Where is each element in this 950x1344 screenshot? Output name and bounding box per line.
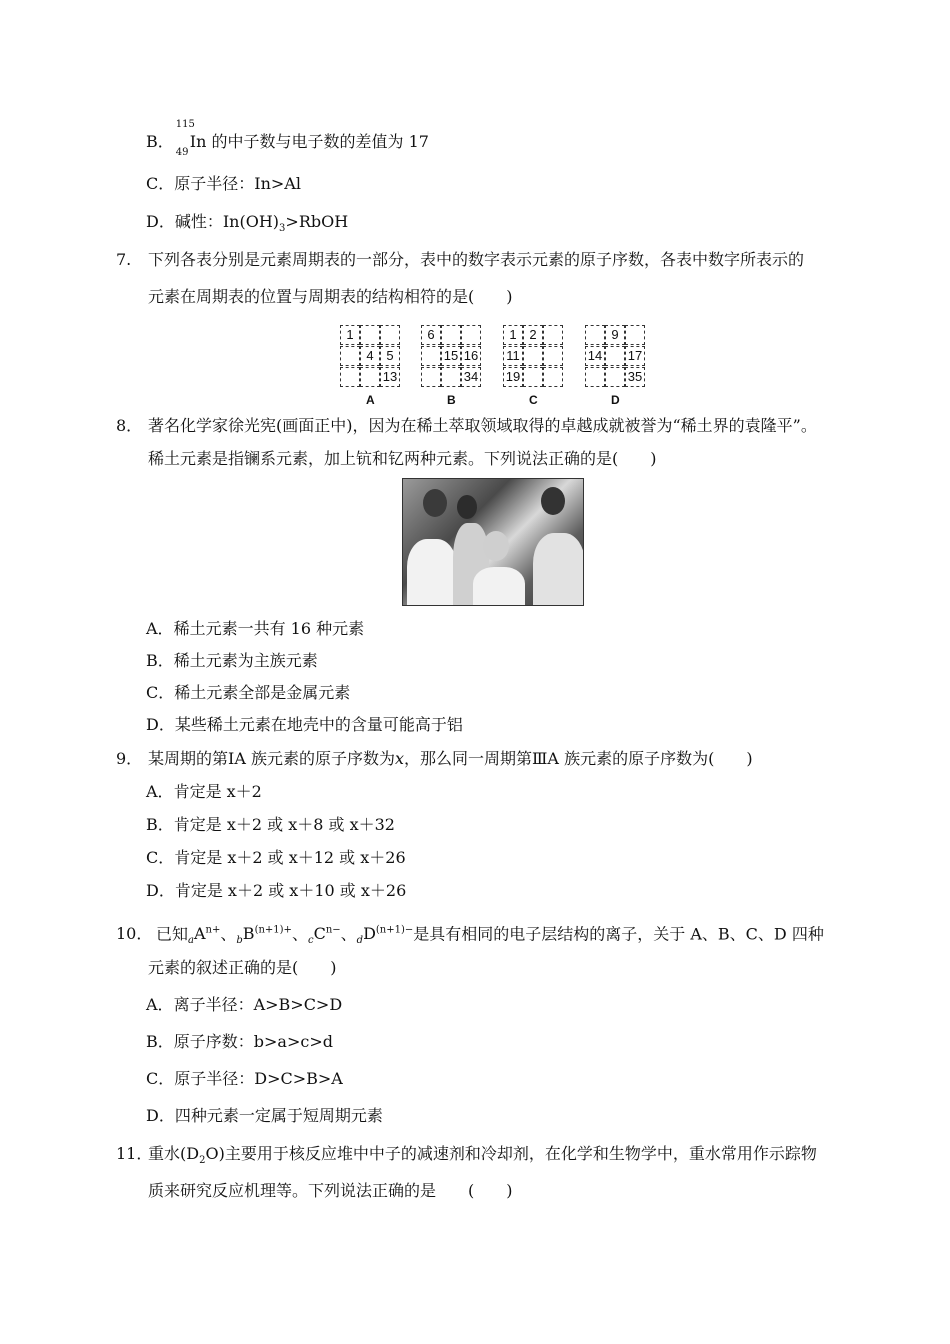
table-cell	[605, 367, 625, 387]
table-label: C	[529, 393, 538, 407]
question-number: 11．	[116, 1144, 153, 1163]
q10-stem-line1: 10． 已知$_aA^{n+}$、$_bB^{(n+1)+}$、$_cC^{n-}$、$_dD^{(n+1)-}$是具有相同的电子层结构的离子，关于 A、B、C、D 四种	[116, 924, 824, 947]
option-label: C．	[146, 848, 175, 867]
question-number: 9．	[116, 749, 143, 768]
option-b	[146, 1031, 333, 1053]
table-cell: 35	[625, 367, 645, 387]
table-cell: 11	[503, 346, 523, 366]
option-a	[146, 618, 364, 640]
q10-stem-line2: 元素的叙述正确的是( )	[148, 958, 337, 977]
table-cell: 1	[503, 325, 523, 345]
option-label: C．	[146, 1069, 175, 1088]
table-cell: 14	[585, 346, 605, 366]
table-cell: 2	[523, 325, 543, 345]
table-cell	[585, 367, 605, 387]
q9-stem: 9． 某周期的第ⅠA 族元素的原子序数为x，那么同一周期第ⅢA 族元素的原子序数为( )	[116, 749, 753, 768]
question-number: 10．	[116, 924, 153, 944]
table-cell: 4	[360, 346, 380, 366]
option-label: A．	[146, 619, 174, 638]
option-text: 肯定是 x＋2 或 x＋10 或 x＋26	[174, 881, 407, 900]
q6-option-d: D．碱性：$In(OH)_3>RbOH$	[146, 212, 349, 235]
q8-stem-line2: 稀土元素是指镧系元素，加上钪和钇两种元素。下列说法正确的是( )	[148, 449, 657, 468]
table-cell: 19	[503, 367, 523, 387]
table-cell	[340, 367, 360, 387]
table-cell: 1	[340, 325, 360, 345]
option-text: 稀土元素为主族元素	[173, 651, 318, 670]
ion: $_dD^{(n+1)-}$	[356, 924, 414, 947]
ion-list: $_aA^{n+}$、$_bB^{(n+1)+}$、$_cC^{n-}$、$_dD^{(n+1)-}$	[188, 924, 414, 947]
table-cell	[543, 367, 563, 387]
table-cell: 5	[380, 346, 400, 366]
ion: $_bB^{(n+1)+}$	[236, 924, 292, 947]
table-cell: 13	[380, 367, 400, 387]
ion: $_aA^{n+}$	[188, 924, 221, 947]
table-cell	[421, 346, 441, 366]
option-c	[146, 1068, 343, 1090]
option-text: 某些稀土元素在地壳中的含量可能高于铝	[174, 715, 463, 734]
table-cell	[340, 346, 360, 366]
table-cell	[421, 367, 441, 387]
option-c	[146, 682, 350, 704]
table-cell	[625, 325, 645, 345]
option-label: B．	[146, 815, 174, 834]
option-label: B．	[146, 651, 174, 670]
option-text: 肯定是 x＋2	[173, 782, 262, 801]
q11-stem-line1: 11．重水$(D_2O)$主要用于核反应堆中中子的减速剂和冷却剂，在化学和生物学中，重水常用作示踪物	[116, 1144, 817, 1167]
table-label: B	[447, 393, 456, 407]
table-cell	[441, 367, 461, 387]
ion: $_cC^{n-}$	[307, 924, 341, 947]
option-text: 原子半径：D>C>B>A	[174, 1069, 343, 1088]
option-b	[146, 650, 318, 672]
chemist-group-photo	[402, 478, 584, 606]
table-cell: 17	[625, 346, 645, 366]
option-label: B．	[146, 1032, 174, 1051]
option-label: D．	[146, 715, 175, 734]
table-cell	[605, 346, 625, 366]
option-text: 稀土元素全部是金属元素	[174, 683, 351, 702]
option-label: B．	[146, 132, 174, 151]
q6-option-b	[146, 118, 429, 158]
table-cell	[585, 325, 605, 345]
option-text: 肯定是 x＋2 或 x＋8 或 x＋32	[173, 815, 395, 834]
table-cell: 6	[421, 325, 441, 345]
option-label: C．	[146, 683, 175, 702]
table-cell	[360, 367, 380, 387]
table-cell	[543, 325, 563, 345]
option-text: 肯定是 x＋2 或 x＋12 或 x＋26	[174, 848, 406, 867]
table-label: A	[366, 393, 375, 407]
table-cell	[380, 325, 400, 345]
option-text: 原子序数：b>a>c>d	[173, 1032, 333, 1051]
table-cell	[461, 325, 481, 345]
table-label: D	[611, 393, 620, 407]
table-cell	[523, 346, 543, 366]
option-label: D．	[146, 1106, 175, 1125]
q11-stem-line2: 质来研究反应机理等。下列说法正确的是 ( )	[148, 1181, 513, 1200]
table-cell	[360, 325, 380, 345]
table-cell: 16	[461, 346, 481, 366]
q8-stem-line1: 8． 著名化学家徐光宪(画面正中)，因为在稀土萃取领域取得的卓越成就被誉为“稀土界的袁隆平”。	[116, 416, 817, 435]
table-cell: 9	[605, 325, 625, 345]
option-text: 四种元素一定属于短周期元素	[174, 1106, 383, 1125]
table-cell	[441, 325, 461, 345]
option-d	[146, 1105, 383, 1127]
option-d	[146, 714, 463, 736]
option-a	[146, 994, 342, 1016]
option-text: 稀土元素一共有 16 种元素	[173, 619, 365, 638]
option-a	[146, 781, 262, 803]
option-text: 离子半径：A>B>C>D	[173, 995, 343, 1014]
table-cell	[523, 367, 543, 387]
option-text: 的中子数与电子数的差值为 17	[211, 132, 429, 151]
option-label: D．	[146, 881, 175, 900]
indium-isotope: 115 49	[175, 118, 195, 158]
option-c	[146, 847, 406, 869]
table-cell: 34	[461, 367, 481, 387]
table-cell	[543, 346, 563, 366]
question-number: 8．	[116, 416, 143, 435]
option-label: A．	[146, 782, 174, 801]
option-d	[146, 880, 406, 902]
q7-stem-line1: 7. 下列各表分别是元素周期表的一部分，表中的数字表示元素的原子序数，各表中数字所表示的	[116, 250, 805, 269]
question-number: 7.	[116, 250, 132, 269]
element-symbol: In	[189, 132, 207, 151]
option-b	[146, 814, 395, 836]
q7-stem-line2: 元素在周期表的位置与周期表的结构相符的是( )	[148, 287, 513, 306]
option-label: A．	[146, 995, 174, 1014]
table-cell: 15	[441, 346, 461, 366]
q6-option-c: C．原子半径：In>Al	[146, 174, 301, 193]
